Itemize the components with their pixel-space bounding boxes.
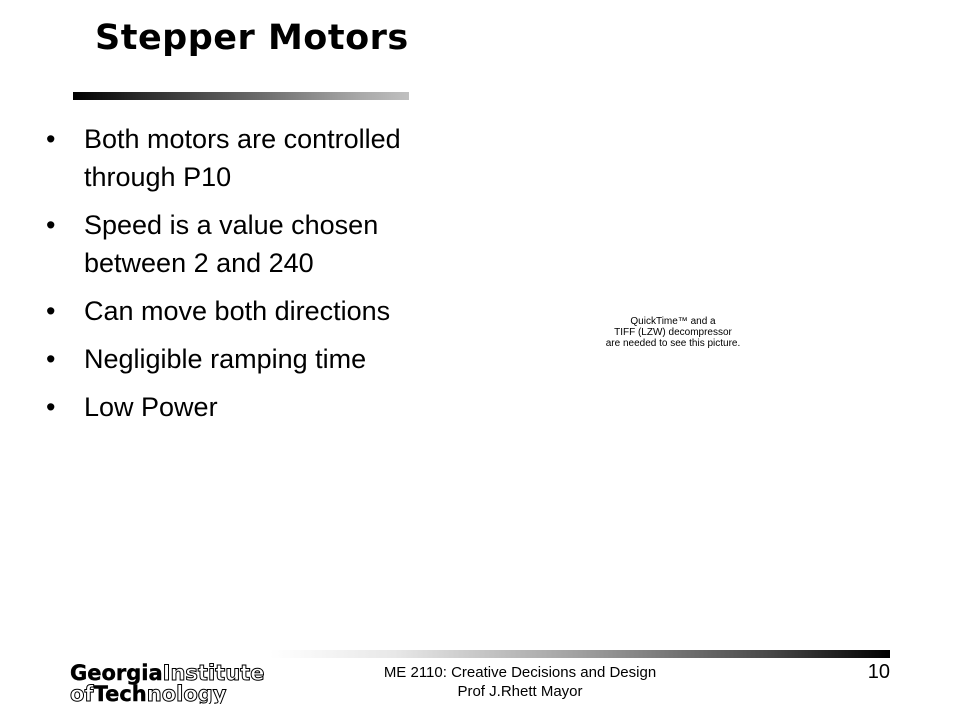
logo-word-institute: Institute	[162, 661, 265, 685]
placeholder-line: QuickTime™ and a	[630, 316, 716, 327]
bullet-item: • Speed is a value chosen between 2 and 240	[46, 206, 426, 282]
bullet-item: • Low Power	[46, 388, 426, 426]
svg-text:ofTechnology	[70, 682, 227, 704]
instructor-name: Prof J.Rhett Mayor	[457, 683, 583, 700]
placeholder-line: are needed to see this picture.	[605, 338, 741, 349]
logo-word-of: of	[70, 682, 94, 704]
bullet-item: • Negligible ramping time	[46, 340, 426, 378]
footer-caption	[360, 663, 680, 701]
page-number: 10	[867, 661, 890, 683]
georgia-tech-logo	[70, 660, 290, 704]
slide-title: Stepper Motors	[95, 18, 409, 58]
bullet-item: • Can move both directions	[46, 292, 426, 330]
quicktime-image-placeholder	[585, 316, 761, 349]
bullet-list	[46, 120, 426, 436]
placeholder-line: TIFF (LZW) decompressor	[614, 327, 732, 338]
course-name: ME 2110: Creative Decisions and Design	[383, 664, 657, 681]
bullet-item: • Both motors are controlled through P10	[46, 120, 426, 196]
footer-gradient-bar	[270, 650, 890, 658]
logo-word-georgia: Georgia	[70, 661, 163, 685]
logo-word-tech: Tech	[93, 682, 147, 704]
title-underline-bar	[73, 92, 409, 100]
logo-word-nology: nology	[146, 682, 227, 704]
